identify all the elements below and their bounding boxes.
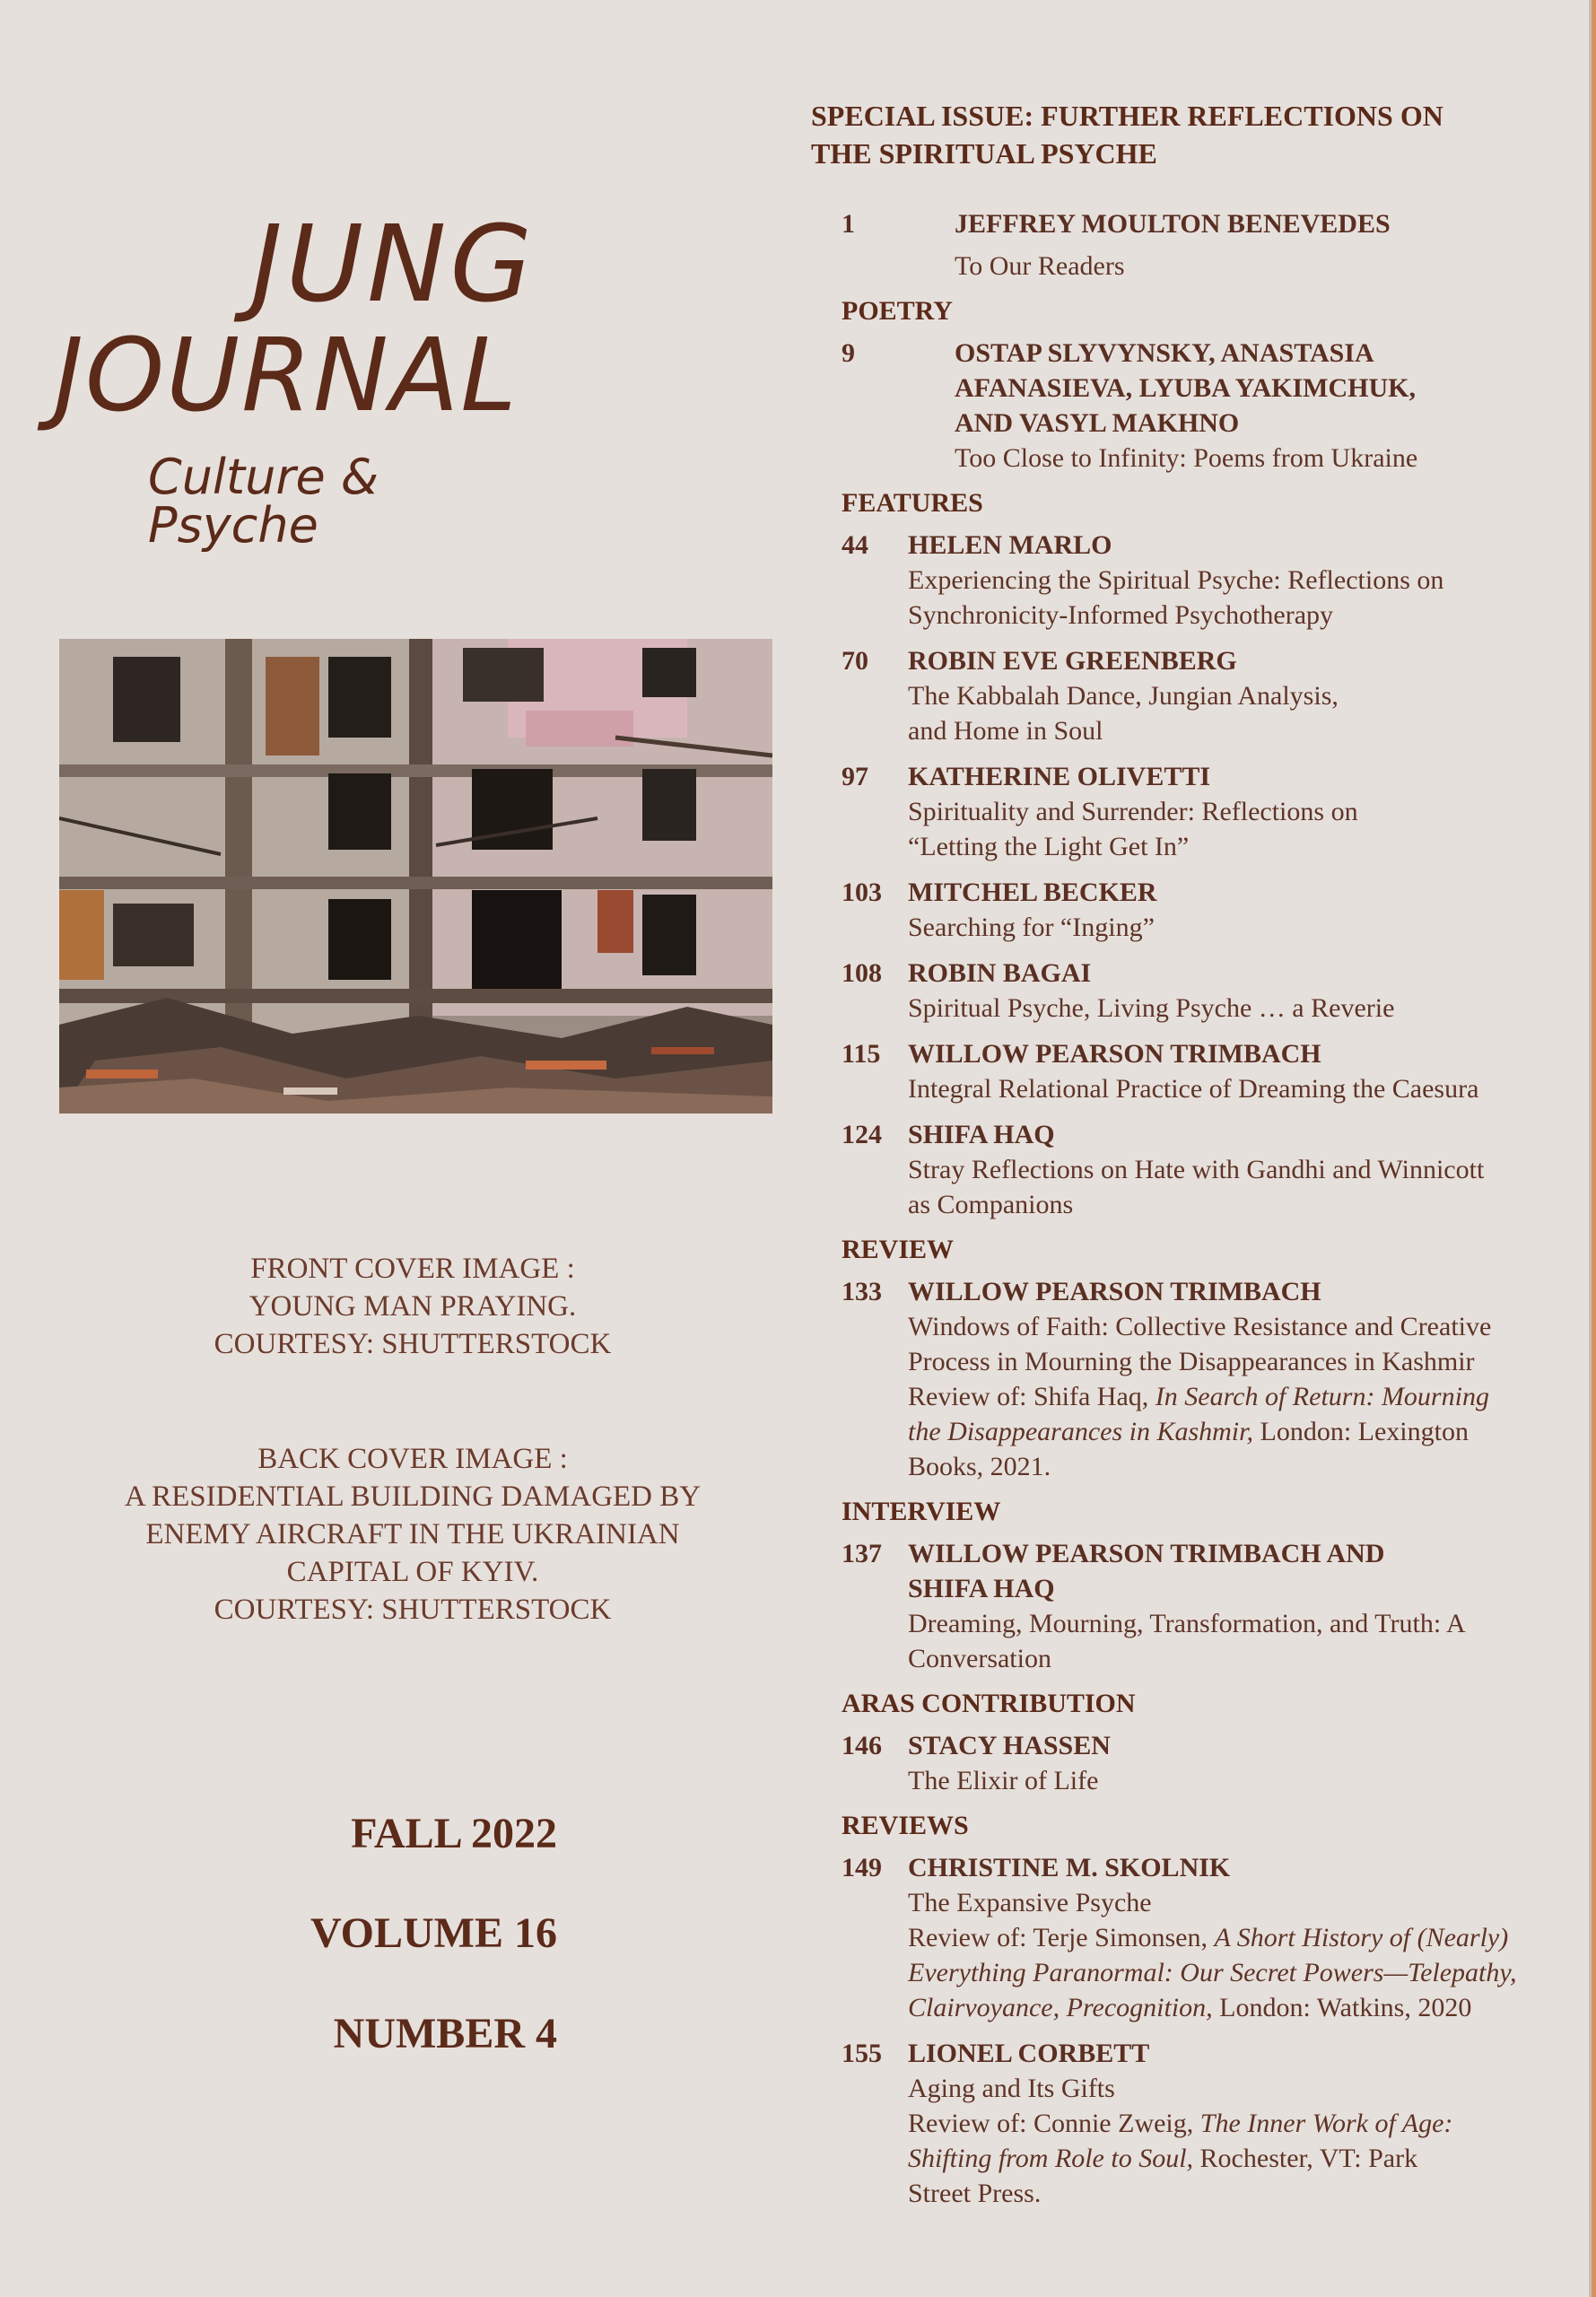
toc-article-title: Spirituality and Surrender: Reflections on [908, 797, 1358, 826]
toc-article-title: Searching for “Inging” [908, 913, 1155, 942]
review-italic: Clairvoyance, Precognition, [908, 1993, 1213, 2022]
toc-author: HELEN MARLO [908, 530, 1112, 560]
toc-page-number: 124 [842, 1120, 882, 1149]
toc-entry [842, 759, 1559, 864]
front-cover-caption [54, 1250, 772, 1363]
toc-review-line [842, 1920, 1559, 1955]
logo-journal: JOURNAL [54, 318, 519, 434]
issue-number: NUMBER 4 [333, 2010, 557, 2057]
toc-page-number: 103 [842, 878, 882, 907]
toc-author: MITCHEL BECKER [908, 878, 1157, 907]
front-caption-line: YOUNG MAN PRAYING. [249, 1290, 577, 1323]
section-heading-aras: ARAS CONTRIBUTION [842, 1689, 1136, 1718]
toc-author: WILLOW PEARSON TRIMBACH [908, 1277, 1321, 1306]
cover-photo [59, 639, 772, 1114]
toc-article-title: Stray Reflections on Hate with Gandhi and Winnicott [908, 1155, 1485, 1184]
toc-article-title: The Expansive Psyche [908, 1888, 1152, 1917]
back-caption-line: CAPITAL OF KYIV. [286, 1556, 539, 1588]
toc-article-title: To Our Readers [955, 251, 1125, 281]
toc-review-line: Everything Paranormal: Our Secret Powers—Telepathy, [908, 1958, 1517, 1987]
toc-review-line [842, 1990, 1559, 2025]
toc-article-title: “Letting the Light Get In” [908, 832, 1190, 861]
toc-review-line [842, 1414, 1559, 1449]
toc-entry [842, 643, 1559, 748]
back-caption-line: ENEMY AIRCRAFT IN THE UKRAINIAN [145, 1518, 680, 1550]
toc-article-title: Conversation [908, 1644, 1051, 1673]
toc-entry [842, 875, 1559, 945]
front-caption-line: FRONT COVER IMAGE : [250, 1253, 575, 1285]
toc-title-line: SPECIAL ISSUE: FURTHER REFLECTIONS ON [811, 100, 1443, 132]
toc-entry [842, 1036, 1559, 1106]
toc-page-number: 149 [842, 1853, 882, 1882]
back-caption-line: BACK COVER IMAGE : [257, 1443, 568, 1475]
review-italic: Shifting from Role to Soul, [908, 2144, 1194, 2173]
toc-page-number: 44 [842, 530, 868, 560]
logo-jung: JUNG [251, 202, 536, 326]
toc-page-number: 137 [842, 1539, 882, 1568]
toc-article-title: Aging and Its Gifts [908, 2074, 1115, 2103]
issue-season: FALL 2022 [351, 1810, 557, 1857]
page-edge [1592, 0, 1596, 2297]
toc-author: CHRISTINE M. SKOLNIK [908, 1853, 1231, 1882]
toc-author: WILLOW PEARSON TRIMBACH AND [908, 1539, 1385, 1568]
toc-article-title: Windows of Faith: Collective Resistance and Creative [908, 1312, 1492, 1341]
toc-article-title: as Companions [908, 1190, 1074, 1219]
section-heading-poetry: POETRY [842, 296, 953, 326]
back-caption-line: A RESIDENTIAL BUILDING DAMAGED BY [124, 1480, 702, 1513]
toc-review-line: Books, 2021. [908, 1452, 1051, 1481]
section-heading-reviews: REVIEWS [842, 1811, 969, 1840]
toc-review-line [842, 2141, 1559, 2176]
toc-review-line [842, 2106, 1559, 2141]
section-heading-interview: INTERVIEW [842, 1497, 1001, 1526]
toc-author: ROBIN BAGAI [908, 958, 1092, 988]
back-cover-caption [54, 1440, 772, 1629]
toc-article-title: The Elixir of Life [908, 1766, 1099, 1795]
toc-entry [842, 956, 1559, 1026]
toc-author: SHIFA HAQ [908, 1120, 1055, 1149]
toc-entry [842, 1117, 1559, 1222]
toc-author: JEFFREY MOULTON BENEVEDES [955, 209, 1391, 239]
toc-entry-poetry [842, 336, 1559, 476]
review-plain: Review of: Connie Zweig, [908, 2109, 1200, 2138]
toc-page-number: 155 [842, 2039, 882, 2068]
toc-author: AND VASYL MAKHNO [955, 408, 1240, 438]
toc-page-number: 70 [842, 646, 868, 676]
toc-author: LIONEL CORBETT [908, 2039, 1150, 2068]
logo-subtitle: Culture & Psyche [148, 449, 379, 554]
table-of-contents [842, 206, 1559, 2222]
front-caption-line: COURTESY: SHUTTERSTOCK [214, 1328, 612, 1360]
review-italic: the Disappearances in Kashmir, [908, 1417, 1253, 1446]
toc-entry-intro [842, 206, 1559, 284]
toc-author: AFANASIEVA, LYUBA YAKIMCHUK, [955, 373, 1416, 403]
toc-review-line [842, 1379, 1559, 1414]
toc-article-title: Synchronicity-Informed Psychotherapy [908, 600, 1334, 630]
toc-article-title: Process in Mourning the Disappearances in Kashmir [908, 1347, 1475, 1376]
back-caption-line: COURTESY: SHUTTERSTOCK [214, 1594, 612, 1626]
toc-page-number: 115 [842, 1039, 881, 1069]
toc-page-number: 133 [842, 1277, 882, 1306]
review-plain: Rochester, VT: Park [1193, 2144, 1418, 2173]
review-plain: London: Watkins, 2020 [1212, 1993, 1472, 2022]
review-italic: In Search of Return: Mourning [1155, 1382, 1489, 1411]
toc-page-number: 108 [842, 958, 882, 988]
section-heading-review: REVIEW [842, 1235, 955, 1264]
toc-author: STACY HASSEN [908, 1731, 1111, 1760]
toc-author: OSTAP SLYVYNSKY, ANASTASIA [955, 338, 1374, 368]
toc-title-line: THE SPIRITUAL PSYCHE [811, 137, 1157, 170]
toc-article-title: Integral Relational Practice of Dreaming the Caesura [908, 1074, 1479, 1104]
toc-entry-aras [842, 1728, 1559, 1798]
review-plain: London: Lexington [1253, 1417, 1469, 1446]
issue-volume: VOLUME 16 [310, 1909, 557, 1957]
toc-page-number: 9 [842, 338, 855, 368]
review-plain: Review of: Terje Simonsen, [908, 1923, 1215, 1952]
toc-author: KATHERINE OLIVETTI [908, 762, 1211, 791]
section-heading-features: FEATURES [842, 488, 983, 518]
review-plain: Review of: Shifa Haq, [908, 1382, 1156, 1411]
toc-page-number: 97 [842, 762, 868, 791]
toc-article-title: Experiencing the Spiritual Psyche: Reflections on [908, 565, 1444, 595]
review-italic: The Inner Work of Age: [1199, 2109, 1453, 2138]
toc-article-title: Spiritual Psyche, Living Psyche … a Reverie [908, 993, 1395, 1023]
toc-review-line: Street Press. [908, 2179, 1042, 2208]
toc-author: SHIFA HAQ [908, 1574, 1055, 1603]
toc-entry-review [842, 1850, 1559, 2025]
toc-article-title: Dreaming, Mourning, Transformation, and Truth: A [908, 1609, 1466, 1638]
toc-title [811, 97, 1547, 172]
toc-article-title: Too Close to Infinity: Poems from Ukraine [955, 443, 1418, 473]
toc-author: WILLOW PEARSON TRIMBACH [908, 1039, 1321, 1069]
toc-page-number: 1 [842, 209, 855, 239]
toc-page-number: 146 [842, 1731, 882, 1760]
toc-entry-review [842, 1274, 1559, 1484]
review-italic: A Short History of (Nearly) [1214, 1923, 1509, 1952]
toc-entry [842, 528, 1559, 633]
toc-author: ROBIN EVE GREENBERG [908, 646, 1237, 676]
toc-entry-interview [842, 1536, 1559, 1676]
toc-article-title: and Home in Soul [908, 716, 1103, 746]
toc-entry-review [842, 2036, 1559, 2211]
toc-article-title: The Kabbalah Dance, Jungian Analysis, [908, 681, 1339, 711]
journal-logo [54, 202, 538, 554]
